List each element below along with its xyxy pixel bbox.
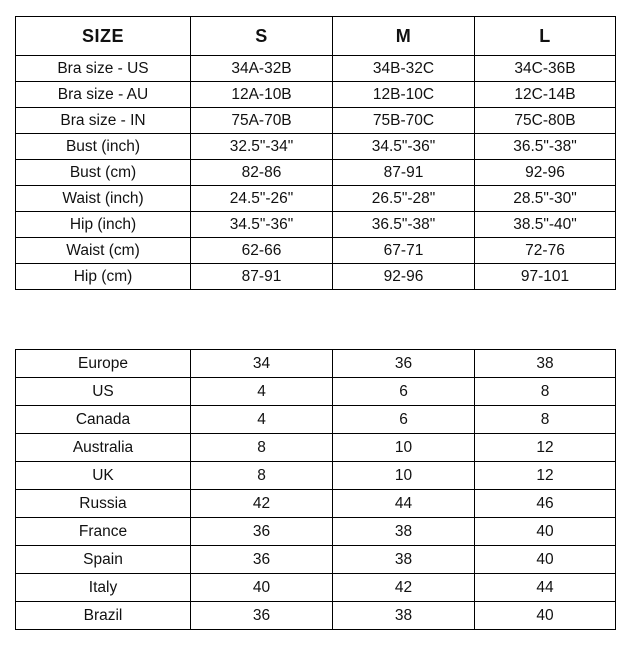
international-conversion-table-body xyxy=(16,350,616,630)
table-row xyxy=(16,212,616,238)
row-value-m: 6 xyxy=(333,406,475,434)
row-value-m: 34B-32C xyxy=(333,56,475,82)
table-row xyxy=(16,134,616,160)
primary-size-table-body xyxy=(16,56,616,290)
row-value-s: 36 xyxy=(191,518,333,546)
row-value-l: 12 xyxy=(475,434,616,462)
row-label: France xyxy=(16,518,191,546)
row-label: Australia xyxy=(16,434,191,462)
row-value-l: 8 xyxy=(475,378,616,406)
table-row xyxy=(16,238,616,264)
row-label: Europe xyxy=(16,350,191,378)
column-header-l: L xyxy=(475,17,616,56)
column-header-size: SIZE xyxy=(16,17,191,56)
row-value-m: 36 xyxy=(333,350,475,378)
row-value-l: 12C-14B xyxy=(475,82,616,108)
row-value-l: 44 xyxy=(475,574,616,602)
table-row xyxy=(16,264,616,290)
row-value-m: 44 xyxy=(333,490,475,518)
row-value-l: 38.5"-40" xyxy=(475,212,616,238)
row-value-m: 10 xyxy=(333,434,475,462)
table-row xyxy=(16,462,616,490)
row-value-m: 38 xyxy=(333,518,475,546)
row-value-l: 40 xyxy=(475,518,616,546)
table-row xyxy=(16,434,616,462)
table-row xyxy=(16,350,616,378)
row-value-m: 75B-70C xyxy=(333,108,475,134)
row-value-s: 87-91 xyxy=(191,264,333,290)
row-value-l: 75C-80B xyxy=(475,108,616,134)
row-value-l: 12 xyxy=(475,462,616,490)
row-value-s: 40 xyxy=(191,574,333,602)
primary-size-table xyxy=(15,16,616,290)
row-label: UK xyxy=(16,462,191,490)
row-value-l: 34C-36B xyxy=(475,56,616,82)
row-value-l: 46 xyxy=(475,490,616,518)
row-value-m: 34.5"-36" xyxy=(333,134,475,160)
row-value-s: 75A-70B xyxy=(191,108,333,134)
row-label: Waist (cm) xyxy=(16,238,191,264)
row-label: Bust (cm) xyxy=(16,160,191,186)
row-value-m: 10 xyxy=(333,462,475,490)
table-row xyxy=(16,186,616,212)
row-label: Bra size - AU xyxy=(16,82,191,108)
row-value-m: 67-71 xyxy=(333,238,475,264)
row-value-m: 42 xyxy=(333,574,475,602)
row-label: Canada xyxy=(16,406,191,434)
row-label: Russia xyxy=(16,490,191,518)
primary-size-table-header xyxy=(16,17,616,56)
row-label: Brazil xyxy=(16,602,191,630)
row-value-m: 36.5"-38" xyxy=(333,212,475,238)
row-value-s: 62-66 xyxy=(191,238,333,264)
table-header-row xyxy=(16,17,616,56)
table-row xyxy=(16,378,616,406)
column-header-s: S xyxy=(191,17,333,56)
row-value-s: 36 xyxy=(191,602,333,630)
row-value-m: 12B-10C xyxy=(333,82,475,108)
row-value-l: 36.5"-38" xyxy=(475,134,616,160)
row-label: Italy xyxy=(16,574,191,602)
table-row xyxy=(16,602,616,630)
row-label: Waist (inch) xyxy=(16,186,191,212)
row-label: Bra size - IN xyxy=(16,108,191,134)
row-value-s: 12A-10B xyxy=(191,82,333,108)
table-row xyxy=(16,574,616,602)
row-label: Hip (cm) xyxy=(16,264,191,290)
row-label: Spain xyxy=(16,546,191,574)
row-value-l: 38 xyxy=(475,350,616,378)
row-value-s: 34A-32B xyxy=(191,56,333,82)
table-row xyxy=(16,406,616,434)
row-value-l: 40 xyxy=(475,602,616,630)
row-value-m: 87-91 xyxy=(333,160,475,186)
row-value-m: 38 xyxy=(333,602,475,630)
row-value-l: 97-101 xyxy=(475,264,616,290)
table-row xyxy=(16,490,616,518)
row-value-s: 24.5"-26" xyxy=(191,186,333,212)
row-label: Bust (inch) xyxy=(16,134,191,160)
row-value-m: 92-96 xyxy=(333,264,475,290)
column-header-m: M xyxy=(333,17,475,56)
row-value-s: 34.5"-36" xyxy=(191,212,333,238)
table-row xyxy=(16,82,616,108)
table-row xyxy=(16,546,616,574)
row-value-s: 32.5"-34" xyxy=(191,134,333,160)
row-value-s: 36 xyxy=(191,546,333,574)
table-row xyxy=(16,518,616,546)
row-value-s: 82-86 xyxy=(191,160,333,186)
row-value-l: 72-76 xyxy=(475,238,616,264)
row-value-m: 26.5"-28" xyxy=(333,186,475,212)
row-value-s: 4 xyxy=(191,406,333,434)
row-value-s: 34 xyxy=(191,350,333,378)
table-row xyxy=(16,160,616,186)
row-value-s: 8 xyxy=(191,462,333,490)
row-value-s: 42 xyxy=(191,490,333,518)
table-row xyxy=(16,56,616,82)
row-value-m: 38 xyxy=(333,546,475,574)
row-label: Hip (inch) xyxy=(16,212,191,238)
international-conversion-table xyxy=(15,349,616,630)
row-value-l: 8 xyxy=(475,406,616,434)
row-label: Bra size - US xyxy=(16,56,191,82)
table-row xyxy=(16,108,616,134)
row-value-l: 40 xyxy=(475,546,616,574)
row-value-l: 28.5"-30" xyxy=(475,186,616,212)
row-value-m: 6 xyxy=(333,378,475,406)
row-value-l: 92-96 xyxy=(475,160,616,186)
row-value-s: 4 xyxy=(191,378,333,406)
row-label: US xyxy=(16,378,191,406)
row-value-s: 8 xyxy=(191,434,333,462)
